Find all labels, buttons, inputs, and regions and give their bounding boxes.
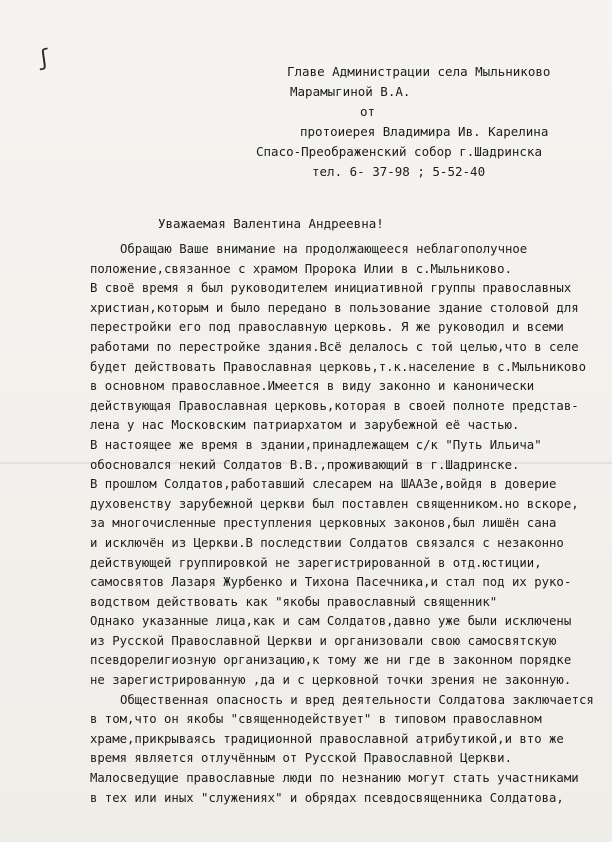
body-line: водством действовать как "якобы православный священник": [90, 594, 498, 609]
body-line: храме,прикрываясь традиционной православной атрибутикой,и вто же: [90, 731, 564, 746]
body-line: Малосведущие православные люди по незнанию могут стать участниками: [90, 771, 579, 786]
letter-header: [252, 62, 602, 182]
header-from: от: [360, 104, 376, 119]
body-line: и исключён из Церкви.В последствии Солдатов связался с незаконно: [90, 535, 564, 550]
body-line: за многочисленные преступления церковных законов,был лишён сана: [90, 516, 557, 531]
body-line: Однако указанные лица,как и сам Солдатов,давно уже были исключены: [90, 614, 572, 629]
body-line: время является отлучённым от Русской Православной Церкви.: [90, 751, 512, 766]
body-line: обосновался некий Солдатов В.В.,проживающий в г.Шадринске.: [90, 457, 520, 472]
letter-body: [90, 240, 594, 808]
body-line: действующей группировкой не зарегистрированной в отд.юстиции,: [90, 555, 542, 570]
body-line: работами по перестройке здания.Всё делалось с той целью,что в селе: [90, 339, 579, 354]
body-line: христиан,которым и было передано в пользование здание столовой для: [90, 300, 579, 315]
body-line: положение,связанное с храмом Пророка Илии в с.Мыльниково.: [90, 261, 512, 276]
body-line: лена у нас Московским патриархатом и зарубежной её частью.: [90, 418, 520, 433]
body-line: из Русской Православной Церкви и организовали свою самосвятскую: [90, 633, 557, 648]
header-sender-org: Спасо-Преображенский собор г.Шадринска: [256, 144, 542, 159]
body-line: духовенству зарубежной церкви был поставлен священником.но вскоре,: [90, 496, 579, 511]
salutation: Уважаемая Валентина Андреевна!: [158, 216, 384, 231]
body-line: перестройки его под православную церковь. Я же руководил и всеми: [90, 320, 564, 335]
header-sender-name: протоиерея Владимира Ив. Карелина: [300, 124, 549, 139]
body-line: псевдорелигиозную организацию,к тому же ни где в законном порядке: [90, 653, 572, 668]
body-line: В настоящее же время в здании,принадлежащем с/к "Путь Ильича": [90, 437, 542, 452]
header-recipient-name: Марамыгиной В.А.: [290, 84, 411, 99]
body-line: действующая Православная церковь,которая в своей полноте представ-: [90, 398, 579, 413]
body-line: самосвятов Лазаря Журбенко и Тихона Пасечника,и стал под их руко-: [90, 575, 572, 590]
header-phone: тел. 6- 37-98 ; 5-52-40: [312, 164, 486, 179]
header-recipient-title: Главе Администрации села Мыльниково: [287, 64, 551, 79]
body-line: в основном православное.Имеется в виду законно и канонически: [90, 379, 535, 394]
body-line: будет действовать Православная церковь,т.к.население в с.Мыльниково: [90, 359, 587, 374]
body-line: не зарегистрированную ,да и с церковной точки зрения не законную.: [90, 673, 572, 688]
margin-mark: ʃ: [35, 45, 52, 72]
body-line: В прошлом Солдатов,работавший слесарем на ШААЗе,войдя в доверие: [90, 477, 557, 492]
body-line: Обращаю Ваше внимание на продолжающееся неблагополучное: [120, 242, 528, 256]
body-line: В своё время я был руководителем инициативной группы православных: [90, 281, 572, 296]
body-line: в тех или иных "служениях" и обрядах псевдосвященника Солдатова,: [90, 790, 564, 805]
body-line: Общественная опасность и вред деятельности Солдатова заключается: [120, 692, 594, 707]
body-line: в том,что он якобы "священнодействует" в типовом православном: [90, 712, 542, 727]
